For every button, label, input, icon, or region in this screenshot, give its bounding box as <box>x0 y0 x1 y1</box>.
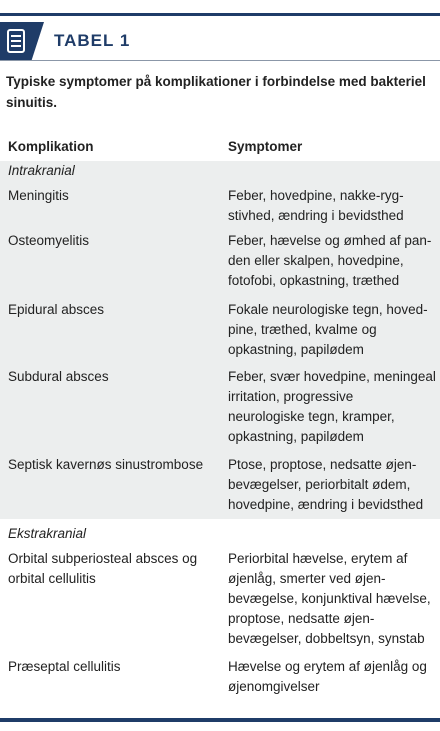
symptom-line: Periorbital hævelse, erytem af <box>228 551 408 566</box>
section-intrakranial <box>0 161 440 519</box>
bottom-rule <box>0 718 440 722</box>
complication-cell: Subdural absces <box>8 369 109 384</box>
symptom-line: bevægelse, konjunktival hævelse, <box>228 591 431 606</box>
complication-cell: Præseptal cellulitis <box>8 659 121 674</box>
column-header-complication: Komplikation <box>8 139 94 154</box>
symptom-line: irritation, progressive <box>228 389 354 404</box>
symptoms-cell <box>228 455 438 515</box>
section-label: Ekstrakranial <box>8 526 87 541</box>
symptoms-cell <box>228 231 438 291</box>
symptoms-cell <box>228 186 438 226</box>
table-row <box>0 453 440 519</box>
complication-cell: Meningitis <box>8 188 69 203</box>
symptom-line: stivhed, ændring i bevidsthed <box>228 208 404 223</box>
table-row <box>0 655 440 701</box>
table-head <box>0 133 440 161</box>
symptom-line: øjenomgivelser <box>228 679 320 694</box>
complication-cell: Orbital subperiosteal absces og orbital cellulitis <box>8 551 198 586</box>
complication-cell: Septisk kavernøs sinustrombose <box>8 457 204 472</box>
table-row <box>0 184 440 229</box>
header-icon-box <box>0 22 44 60</box>
symptom-line: bevægelser, dobbeltsyn, synstab <box>228 631 425 646</box>
symptom-line: øjenlåg, smerter ved øjen- <box>228 571 386 586</box>
symptom-line: den eller skalpen, hovedpine, <box>228 253 404 268</box>
symptom-line: fotofobi, opkastning, træthed <box>228 273 400 288</box>
symptom-line: Fokale neurologiske tegn, hoved- <box>228 302 428 317</box>
symptom-line: Feber, hævelse og ømhed af pan- <box>228 233 432 248</box>
symptom-line: opkastning, papilødem <box>228 429 364 444</box>
complication-cell: Epidural absces <box>8 302 105 317</box>
column-header-symptoms: Symptomer <box>228 139 303 154</box>
table-caption: Typiske symptomer på komplikationer i forbindelse med bakteriel sinuitis. <box>6 74 426 110</box>
top-rule <box>0 13 440 16</box>
symptom-line: hovedpine, ændring i bevidsthed <box>228 497 424 512</box>
symptoms-cell <box>228 300 438 360</box>
symptom-line: Ptose, proptose, nedsatte øjen- <box>228 457 417 472</box>
symptom-line: pine, træthed, kvalme og <box>228 322 377 337</box>
symptom-line: Feber, svær hovedpine, meningeal <box>228 369 436 384</box>
table-header-bar <box>0 22 440 60</box>
symptom-line: opkastning, papilødem <box>228 342 364 357</box>
table-row <box>0 365 440 453</box>
symptom-line: Hævelse og erytem af øjenlåg og <box>228 659 427 674</box>
symptoms-cell <box>228 367 438 447</box>
complication-cell: Osteomyelitis <box>8 233 90 248</box>
symptoms-cell <box>228 657 438 697</box>
table-row <box>0 298 440 365</box>
section-label: Intrakranial <box>8 163 75 178</box>
symptom-line: neurologiske tegn, kramper, <box>228 409 395 424</box>
symptom-line: Feber, hovedpine, nakke-ryg- <box>228 188 404 203</box>
symptoms-cell <box>228 549 438 649</box>
header-divider <box>0 60 440 61</box>
table-row <box>0 229 440 298</box>
symptom-table <box>0 133 440 701</box>
table-row <box>0 547 440 655</box>
symptom-line: proptose, nedsatte øjen- <box>228 611 375 626</box>
document-icon <box>6 29 26 53</box>
table-title: TABEL 1 <box>54 31 131 50</box>
symptom-line: bevægelser, periorbitalt ødem, <box>228 477 411 492</box>
section-ekstrakranial <box>0 519 440 701</box>
